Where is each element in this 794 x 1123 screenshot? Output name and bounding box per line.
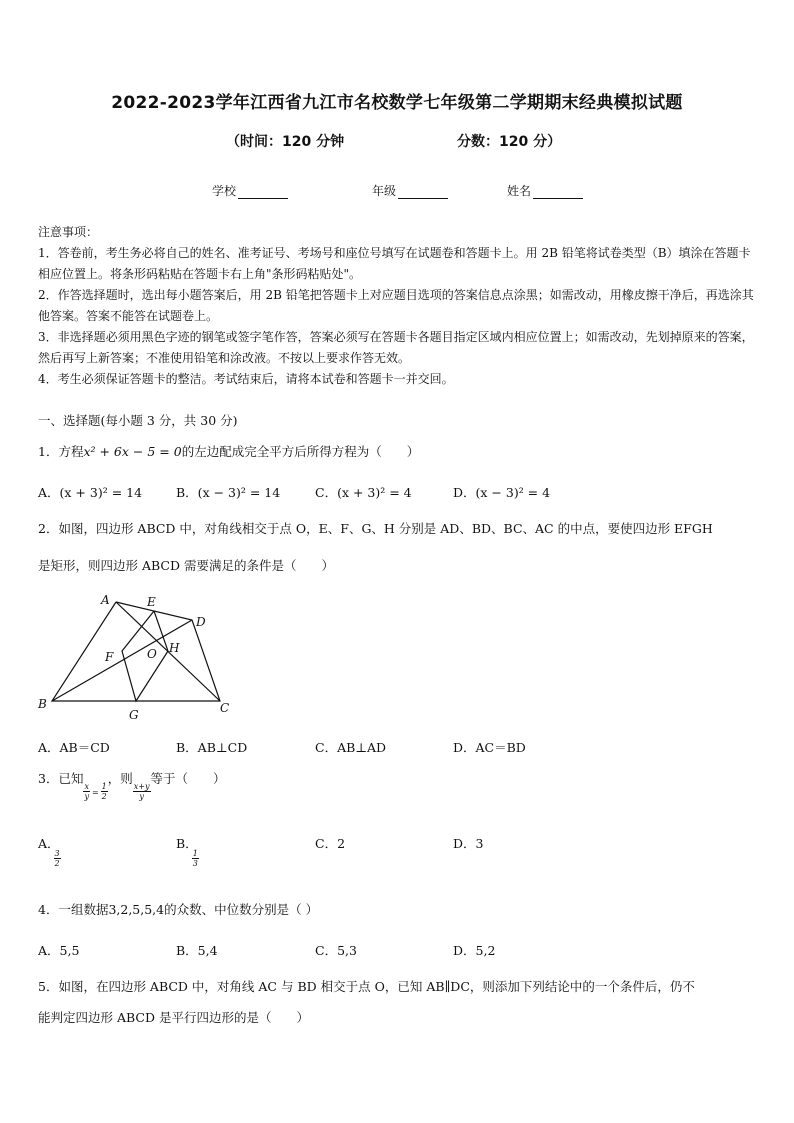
- q4-pre: 4．一组数据: [38, 902, 109, 917]
- q3-given-fraction: [83, 782, 90, 801]
- grade-label: 年级: [372, 184, 397, 198]
- section-heading: 一、选择题(每小题 3 分，共 30 分): [38, 413, 238, 428]
- grade-field: [372, 182, 448, 199]
- q2-option-a: A．AB＝CD: [38, 740, 110, 755]
- note-item: 1．答卷前，考生务必将自己的姓名、准考证号、考场号和座位号填写在试题卷和答题卡上。用 2B 铅笔将试卷类型（B）填涂在答题卡相应位置上。将条形码粘贴在答题卡右上角"条形码粘贴处"。: [38, 246, 751, 281]
- q3-post: 等于（ ）: [150, 771, 226, 786]
- exam-title: 2022-2023学年江西省九江市名校数学七年级第二学期期末经典模拟试题: [111, 93, 683, 113]
- q4-option-a: A．5,5: [38, 943, 80, 958]
- q3-half-den: 2: [101, 792, 107, 801]
- q1-option-c: C．(x + 3)² = 4: [315, 485, 412, 500]
- q3-option-a-label: A．: [38, 836, 60, 851]
- grade-blank: [398, 186, 448, 199]
- label-g: G: [129, 708, 139, 722]
- label-a: A: [101, 593, 110, 607]
- label-h: H: [169, 641, 180, 655]
- q1-option-d: D．(x − 3)² = 4: [453, 485, 551, 500]
- q4-option-d: D．5,2: [453, 943, 496, 958]
- notes: [38, 222, 760, 390]
- q3-option-a-fraction: [54, 849, 61, 868]
- label-e: E: [147, 595, 156, 609]
- q3-mid: ，则: [107, 771, 133, 786]
- note-item: 3．非选择题必须用黑色字迹的钢笔或签字笔作答，答案必须写在答题卡各题目指定区域内相应位置上；如需改动，先划掉原来的答案，然后再写上新答案；不准使用铅笔和涂改液。不按以上要求作答无效。: [38, 330, 754, 365]
- label-d: D: [196, 615, 206, 629]
- q3-pre: 3．已知: [38, 771, 84, 786]
- q2-option-b: B．AB⊥CD: [176, 740, 248, 755]
- q3-option-a: [38, 834, 67, 868]
- q3-given-den: y: [84, 792, 89, 801]
- label-f: F: [105, 650, 114, 664]
- q3-option-b-label: B．: [176, 836, 198, 851]
- q3-ask-num: x+y: [133, 782, 150, 791]
- q3-option-b-den: 3: [192, 859, 198, 868]
- question-3: [38, 769, 226, 801]
- school-label: 学校: [212, 184, 237, 198]
- q4-post: 的众数、中位数分别是（ ）: [164, 902, 319, 917]
- q1-option-b: B．(x − 3)² = 14: [176, 485, 281, 500]
- q4-data: 3,2,5,5,4: [108, 902, 165, 917]
- q3-half-num: 1: [101, 782, 107, 791]
- q3-option-b-fraction: [192, 849, 199, 868]
- quadrilateral-figure: [30, 588, 240, 723]
- label-c: C: [220, 701, 230, 715]
- q3-ask-den: y: [139, 792, 144, 801]
- q3-option-b-num: 1: [192, 849, 198, 858]
- q3-half-fraction: [101, 782, 108, 801]
- name-label: 姓名: [507, 184, 532, 198]
- q3-option-c: C．2: [315, 836, 346, 851]
- q3-option-a-den: 2: [54, 859, 60, 868]
- name-blank: [533, 186, 583, 199]
- question-5-line2: 能判定四边形 ABCD 是平行四边形的是（ ）: [38, 1010, 309, 1025]
- q1-pre: 1．方程: [38, 444, 84, 459]
- q4-option-b: B．5,4: [176, 943, 218, 958]
- question-5-line1: 5．如图，在四边形 ABCD 中，对角线 AC 与 BD 相交于点 O，已知 AB∥DC，则添加下列结论中的一个条件后，仍不: [38, 979, 695, 994]
- label-b: B: [38, 697, 47, 711]
- total-score: 分数：120 分）: [457, 134, 562, 150]
- q1-option-a: A．(x + 3)² = 14: [38, 485, 143, 500]
- q4-option-c: C．5,3: [315, 943, 357, 958]
- q2-option-d: D．AC＝BD: [453, 740, 526, 755]
- name-field: [507, 182, 583, 199]
- label-o: O: [147, 647, 157, 661]
- time-limit: （时间：120 分钟: [226, 134, 345, 150]
- q3-ask-fraction: [133, 782, 151, 801]
- note-item: 2．作答选择题时，选出每小题答案后，用 2B 铅笔把答题卡上对应题目选项的答案信息点涂黑；如需改动，用橡皮擦干净后，再选涂其他答案。答案不能答在试题卷上。: [38, 288, 754, 323]
- notes-heading: 注意事项：: [38, 225, 99, 239]
- question-4: [38, 900, 318, 918]
- q3-option-d: D．3: [453, 836, 484, 851]
- q3-option-b: [176, 834, 205, 868]
- school-blank: [238, 186, 288, 199]
- school-field: [212, 182, 288, 199]
- diagonal-bd: [52, 620, 192, 701]
- question-1: [38, 442, 419, 460]
- q2-option-c: C．AB⊥AD: [315, 740, 387, 755]
- question-2-line2: 是矩形，则四边形 ABCD 需要满足的条件是（ ）: [38, 558, 334, 573]
- q1-post: 的左边配成完全平方后所得方程为（ ）: [181, 444, 420, 459]
- q3-option-a-num: 3: [54, 849, 60, 858]
- question-2-line1: 2．如图，四边形 ABCD 中，对角线相交于点 O，E、F、G、H 分别是 AD、BD、BC、AC 的中点，要使四边形 EFGH: [38, 521, 713, 536]
- q3-equals: =: [91, 788, 99, 797]
- note-item: 4．考生必须保证答题卡的整洁。考试结束后，请将本试卷和答题卡一并交回。: [38, 372, 454, 386]
- q3-given-num: x: [84, 782, 89, 791]
- q1-equation: x² + 6x − 5 = 0: [83, 444, 182, 459]
